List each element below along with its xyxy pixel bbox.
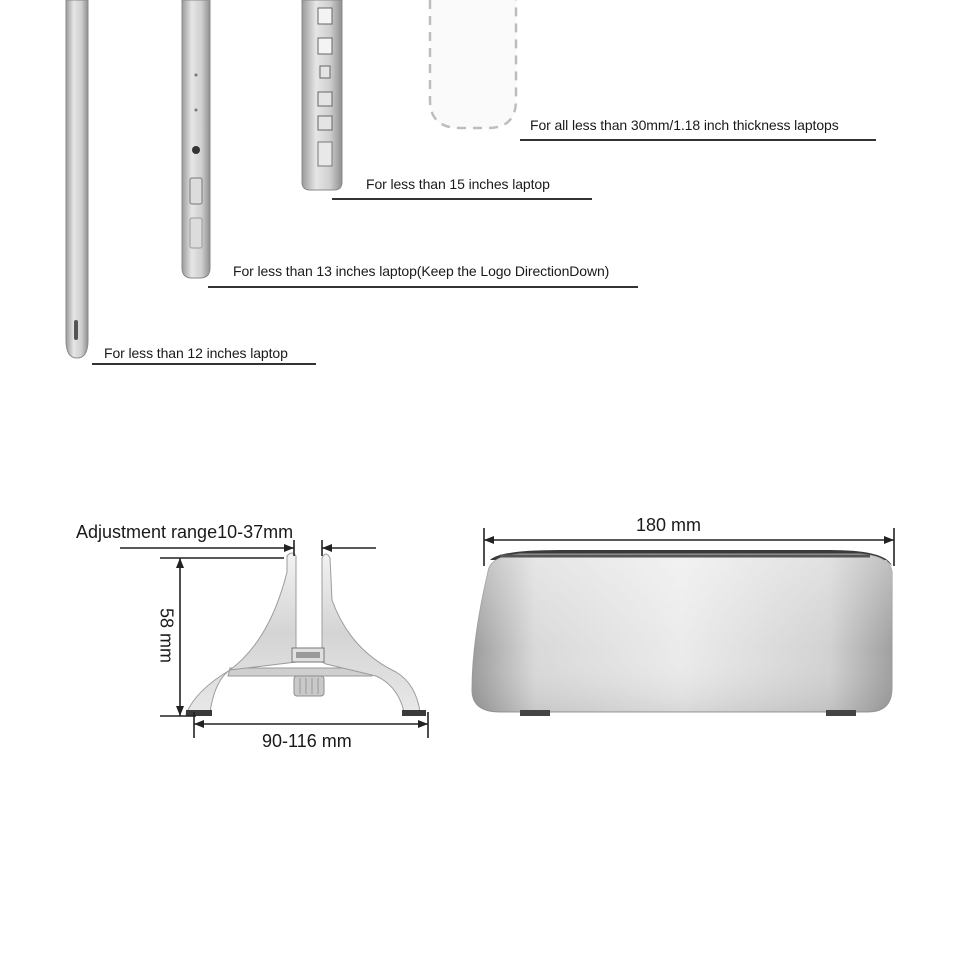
- caption-15in: For less than 15 inches laptop: [366, 176, 550, 192]
- caption-thickness-underline: [520, 139, 876, 141]
- caption-15in-underline: [332, 198, 592, 200]
- length-label: 180 mm: [636, 515, 702, 535]
- height-label: 58 mm: [156, 607, 177, 663]
- stand-side-view: [186, 553, 426, 716]
- caption-12in-underline: [92, 363, 316, 365]
- caption-13in: For less than 13 inches laptop(Keep the Logo DirectionDown): [233, 263, 610, 279]
- caption-thickness: For all less than 30mm/1.18 inch thickness laptops: [530, 117, 839, 133]
- side-view-arrowheads: [176, 544, 428, 728]
- adjustment-range-label: Adjustment range10-37mm: [76, 522, 294, 542]
- base-width-label: 90-116 mm: [262, 731, 352, 751]
- thickness-outline: [430, 0, 516, 128]
- laptop-15in-edge: [302, 0, 342, 190]
- stand-front-view: [472, 550, 892, 716]
- laptop-12in-edge: [66, 0, 88, 358]
- laptop-13in-edge: [182, 0, 210, 278]
- caption-12in: For less than 12 inches laptop: [104, 345, 288, 361]
- caption-13in-underline: [208, 286, 638, 288]
